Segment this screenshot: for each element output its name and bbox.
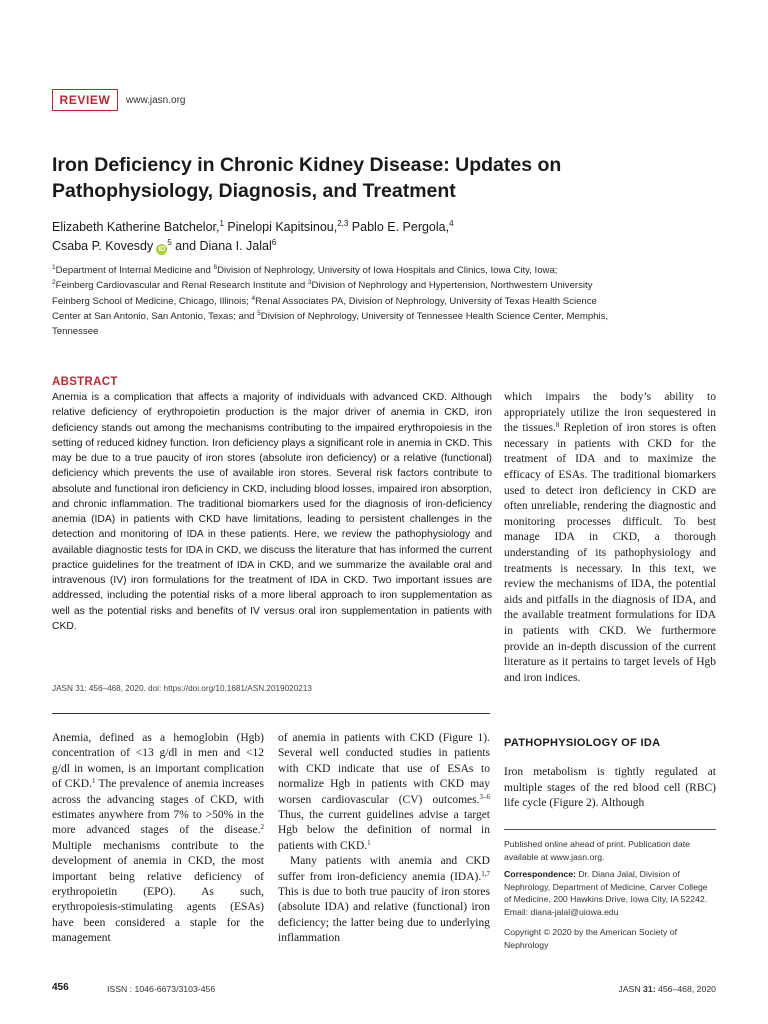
citation-line: JASN 31: 456–468, 2020. doi: https://doi.org/10.1681/ASN.2019020213 [52,684,312,693]
affil-sup: 3 [307,279,312,287]
body-paragraph [278,731,490,854]
section-divider [52,713,490,714]
correspondence-note [504,868,716,918]
affil-text: Feinberg Cardiovascular and Renal Research Institute and [55,280,308,292]
journal-url[interactable]: www.jasn.org [126,95,186,106]
paragraph-text: Anemia, defined as a hemoglobin (Hgb) concentration of <13 g/dl in men and <12 g/dl in women, is an important complication of CKD. [52,732,264,791]
reference-sup[interactable]: 8 [555,421,560,430]
paragraph-text: This is due to both true paucity of iron stores (absolute IDA) and relative (functional) iron deficiency; the latter being due to underlying inflammation [278,886,490,945]
body-paragraph [52,731,264,947]
affiliations [52,263,612,339]
reference-sup[interactable]: 1 [91,777,96,786]
abstract-heading: ABSTRACT [52,376,118,388]
paragraph-text: Thus, the current guidelines advise a target Hgb below the definition of normal in patients with CKD. [278,809,490,852]
author-affil-sup: 6 [271,238,277,247]
affil-text: Division of Nephrology, University of Iowa Hospitals and Clinics, Iowa City, Iowa; [217,265,558,276]
correspondence-text: Dr. Diana Jalal, Division of Nephrology, Department of Medicine, Carver College of Medicine, 200 Hawkins Drive, Iowa City, IA 52242. Email: diana-jalal@uiowa.edu [504,869,708,917]
author-name: Pinelopi Kapitsinou, [223,220,338,234]
affil-text: Division of Nephrology, University of Tennessee Health Science Center, Memphis, Tennessee [52,310,609,338]
journal-name: JASN [618,984,644,994]
correspondence-label: Correspondence: [504,869,576,879]
body-column-2 [278,731,490,947]
journal-citation [618,984,716,994]
body-column-3: Iron metabolism is tightly regulated at multiple stages of the red blood cell (RBC) life cycle (Figure 2). Although [504,766,716,810]
affil-text: Division of Nephrology and Hypertension, Northwestern University Feinberg School of Medicine, Chicago, Illinois; [52,280,593,307]
notes-divider [504,829,716,830]
orcid-icon[interactable]: iD [158,246,166,253]
affil-text: Department of Internal Medicine and [55,265,214,276]
affil-sup: 2 [52,279,56,287]
paragraph-text: The prevalence of anemia increases across the advancing stages of CKD, with estimates anywhere from 7% to >50% in the more advanced stages of the disease. [52,778,264,837]
affil-sup: 6 [213,264,218,271]
article-title: Iron Deficiency in Chronic Kidney Disease: Updates on Pathophysiology, Diagnosis, and Treatment [52,154,562,202]
page-number: 456 [52,982,69,993]
review-badge: REVIEW [52,89,118,111]
author-name: Elizabeth Katherine Batchelor, [52,220,220,234]
author-name: and Diana I. Jalal [171,239,272,253]
paragraph-text: Repletion of iron stores is often necessary in patients with CKD for the treatment of IDA and to maximize the efficacy of ESAs. The traditional biomarkers used to detect iron deficiency in CKD are often unreliable, rendering the diagnostic and monitoring processes difficult. To best manage IDA in CKD, a thorough understanding of its pathophysiology and treatments is necessary. In this text, we review the mechanisms of IDA, the potential aids and pitfalls in the diagnosis of IDA, and the available treatment formulations for IDA in patients with CKD. We furthermore provide an in-depth discussion of the current literature as it pertains to target levels of Hgb and iron indices. [504,422,716,684]
affil-sup: 4 [251,294,256,302]
author-affil-sup: 2,3 [337,219,349,228]
copyright-note: Copyright © 2020 by the American Society of Nephrology [504,927,678,950]
paragraph-text: Multiple mechanisms contribute to the development of anemia in CKD, the most important being relative deficiency of erythropoietin (EPO). As such, erythropoiesis-stimulating agents (ESAs) have been considered a staple for the management [52,839,264,945]
affil-sup: 1 [52,264,56,271]
affil-text: Renal Associates PA, Division of Nephrology, University of Texas Health Science Center at San Antonio, San Antonio, Texas; and [52,295,597,322]
affil-sup: 5 [257,309,261,317]
paragraph-text: Many patients with anemia and CKD suffer from iron-deficiency anemia (IDA). [278,855,490,883]
section-heading: PATHOPHYSIOLOGY OF IDA [504,737,661,749]
body-column-1 [52,731,264,947]
abstract-continuation [504,390,716,686]
reference-sup[interactable]: 1,7 [481,869,490,878]
author-list [52,218,612,256]
pages-year: 456–468, 2020 [655,984,716,994]
paragraph-text: which impairs the body’s ability to appropriately utilize the iron sequestered in the tissues. [504,391,716,435]
author-affil-sup: 4 [449,219,454,228]
reference-sup[interactable]: 1 [367,838,371,847]
author-name: Csaba P. Kovesdy [52,239,154,253]
author-affil-sup: 5 [167,238,172,247]
issn: ISSN : 1046-6673/3103-456 [107,984,216,994]
paragraph-text: of anemia in patients with CKD (Figure 1). Several well conducted studies in patients with CKD indicate that use of ESAs to normalize Hgb in patients with CKD may worsen cardiovascular (CV) outcomes. [278,732,490,806]
author-name: Pablo E. Pergola, [348,220,450,234]
publication-note: Published online ahead of print. Publication date available at www.jasn.org. [504,839,690,862]
body-paragraph [278,854,490,946]
reference-sup[interactable]: 3–6 [479,792,490,801]
abstract-text: Anemia is a complication that affects a majority of individuals with advanced CKD. Although relative deficiency of erythropoietin production is the major driver of anemia in CKD, iron deficiency stands out among the mechanisms contributing to the impaired erythropoiesis in the setting of reduced kidney function. Iron deficiency plays a significant role in anemia in CKD. This may be due to a true paucity of iron stores (absolute iron deficiency) or a relative (functional) deficiency which prevents the use of available iron stores. Several risk factors contribute to absolute and functional iron deficiency in CKD, including blood losses, impaired iron absorption, and chronic inflammation. The traditional biomarkers used for the diagnosis of iron-deficiency anemia (IDA) in patients with CKD have limitations, leading to persistent challenges in the detection and monitoring of IDA in these patients. Here, we review the pathophysiology and available diagnostic tests for IDA in CKD, we discuss the literature that has informed the current practice guidelines for the treatment of IDA in CKD, and we summarize the available oral and intravenous (IV) iron formulations for the treatment of IDA in CKD. Two important issues are addressed, including the potential risks of a more liberal approach to iron supplementation as well as the potential risks and benefits of IV versus oral iron supplementation in patients with CKD. [52,392,492,632]
reference-sup[interactable]: 2 [260,823,264,832]
author-affil-sup: 1 [219,219,224,228]
volume: 31: [643,984,656,994]
